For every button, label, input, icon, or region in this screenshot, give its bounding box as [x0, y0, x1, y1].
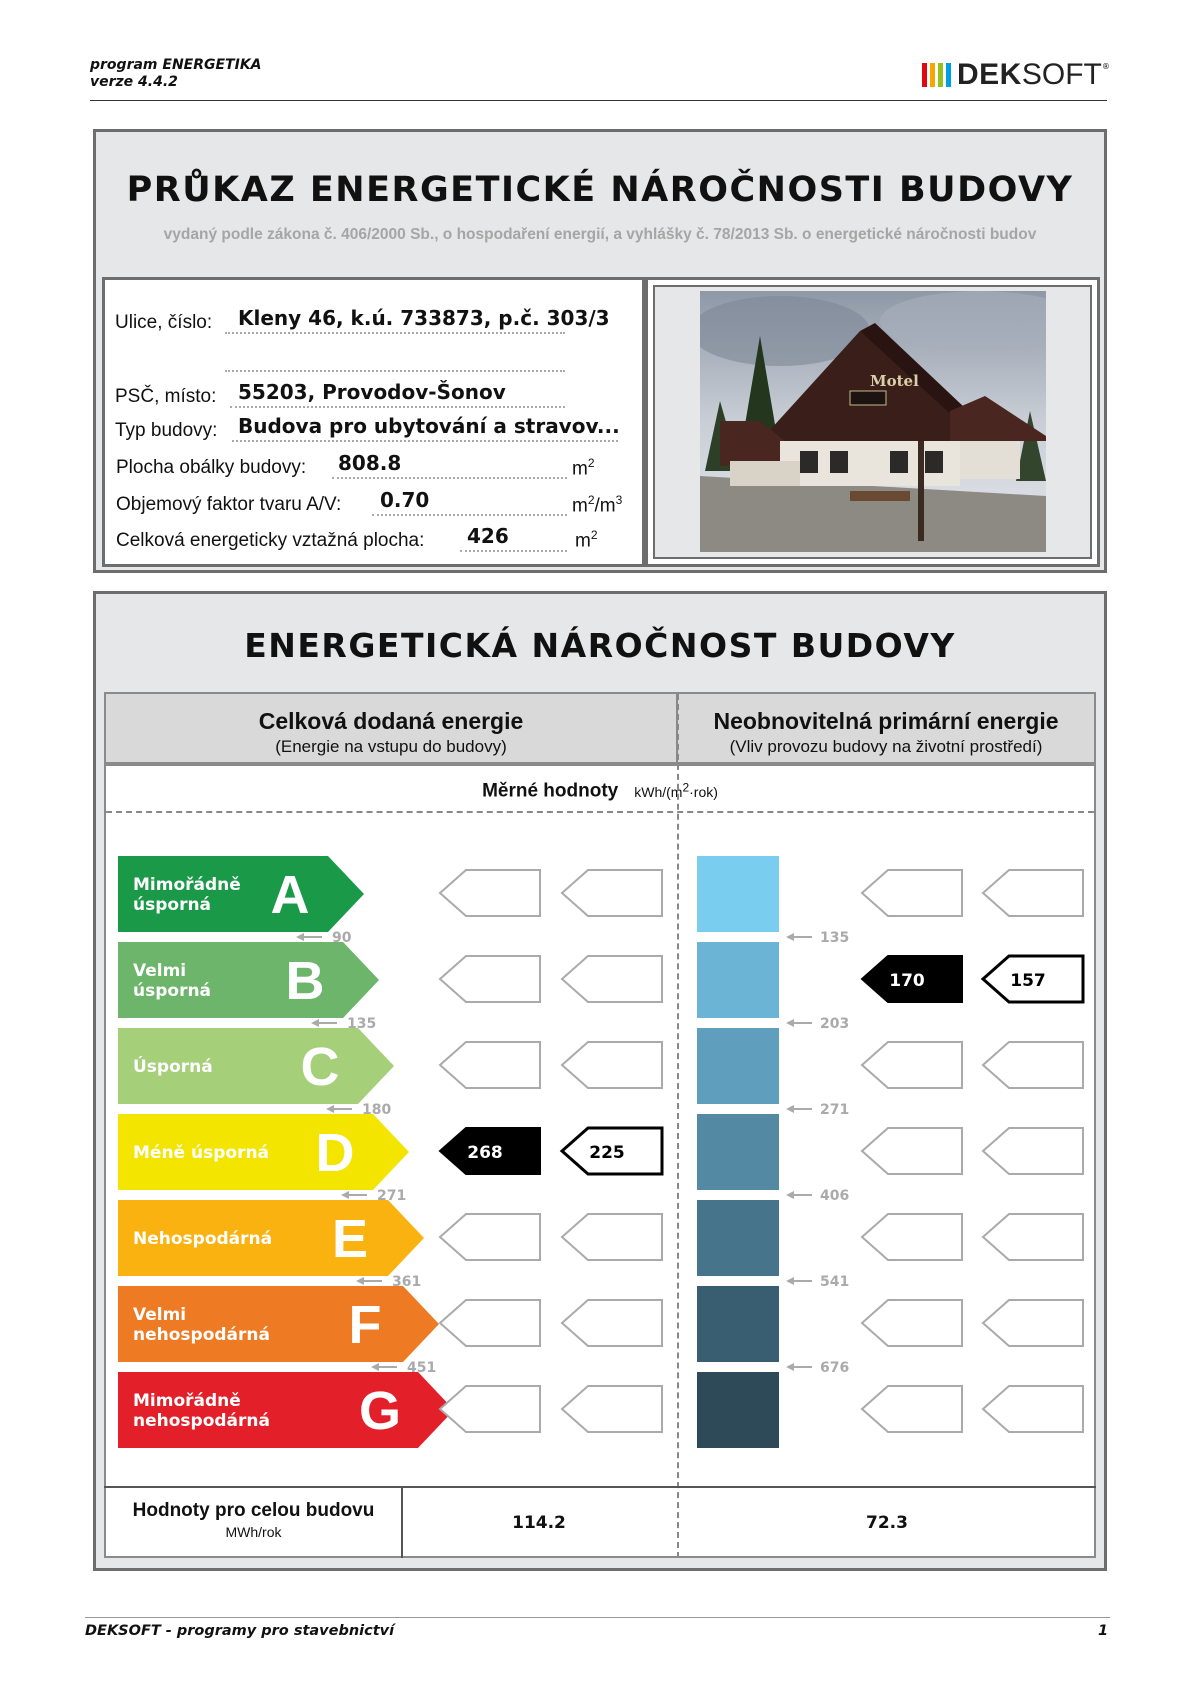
empty-slot [983, 1300, 1083, 1346]
type-value: Budova pro ubytování a stravov... [238, 414, 620, 438]
zip-label: PSČ, místo: [115, 386, 217, 407]
primary-boundary-tick-head [786, 933, 794, 941]
class-letter-c: C [300, 1037, 340, 1097]
primary-boundary-tick-head [786, 1277, 794, 1285]
page-number: 1 [1098, 1623, 1109, 1639]
specific-values-unit: kWh/$(m^2\cdot rok)$ [634, 780, 718, 800]
primary-boundary-label: 135 [820, 930, 850, 946]
primary-energy-title: Neobnovitelná primární energie [713, 708, 1059, 734]
boundary-tick-head [296, 933, 304, 941]
primary-boundary-label: 406 [820, 1188, 850, 1204]
primary-boundary-tick-head [786, 1363, 794, 1371]
primary-class-bar-e [697, 1200, 779, 1276]
boundary-label: 361 [392, 1274, 422, 1290]
primary-boundary-tick-head [786, 1105, 794, 1113]
empty-slot [862, 1214, 962, 1260]
empty-slot [562, 1300, 662, 1346]
boundary-label: 451 [407, 1360, 437, 1376]
primary-reference-value-label: 157 [1010, 971, 1046, 991]
primary-class-bar-a [697, 856, 779, 932]
specific-values-label: Měrné hodnoty [482, 780, 619, 802]
primary-building-value-label: 170 [889, 971, 925, 991]
class-label-b: úsporná [133, 981, 212, 1001]
totals-divider [104, 1486, 1096, 1488]
floor-area-label: Celková energeticky vztažná plocha: [116, 530, 425, 551]
primary-class-bar-d [697, 1114, 779, 1190]
program-version: verze 4.4.2 [90, 74, 178, 90]
certificate-title: PRŮKAZ ENERGETICKÉ NÁROČNOSTI BUDOVY [126, 170, 1074, 210]
empty-slot [440, 870, 540, 916]
primary-boundary-label: 541 [820, 1274, 850, 1290]
boundary-tick-head [341, 1191, 349, 1199]
empty-slot [562, 1214, 662, 1260]
boundary-tick-head [326, 1105, 334, 1113]
class-letter-e: E [331, 1209, 369, 1269]
shape-factor-value: 0.70 [380, 488, 430, 512]
empty-slot [440, 1386, 540, 1432]
class-letter-a: A [270, 865, 310, 925]
boundary-label: 180 [362, 1102, 392, 1118]
zip-value: 55203, Provodov-Šonov [238, 380, 506, 404]
empty-slot [862, 870, 962, 916]
class-label-g: nehospodárná [133, 1411, 270, 1431]
empty-slot [983, 1128, 1083, 1174]
empty-slot [562, 956, 662, 1002]
empty-slot [862, 1300, 962, 1346]
class-label-e: Nehospodárná [133, 1229, 273, 1249]
empty-slot [440, 1214, 540, 1260]
boundary-tick-head [311, 1019, 319, 1027]
class-label-f: nehospodárná [133, 1325, 270, 1345]
primary-boundary-label: 203 [820, 1016, 850, 1032]
envelope-value: 808.8 [338, 451, 402, 475]
class-label-g: Mimořádně [133, 1391, 241, 1411]
primary-energy-subtitle: (Vliv provozu budovy na životní prostředí) [729, 737, 1043, 756]
street-label: Ulice, číslo: [115, 312, 213, 333]
empty-slot [440, 956, 540, 1002]
primary-boundary-tick-head [786, 1019, 794, 1027]
total-delivered-energy: 114.2 [512, 1513, 566, 1533]
class-label-d: Méně úsporná [133, 1143, 270, 1163]
class-letter-b: B [285, 951, 325, 1011]
shape-factor-label: Objemový faktor tvaru A/V: [116, 494, 342, 515]
motel-sign: Motel [870, 372, 919, 390]
envelope-label: Plocha obálky budovy: [116, 457, 307, 478]
logo-text-light: SOFT [1021, 58, 1102, 91]
empty-slot [562, 1386, 662, 1432]
empty-slot [983, 1042, 1083, 1088]
primary-boundary-tick-head [786, 1191, 794, 1199]
primary-boundary-label: 676 [820, 1360, 850, 1376]
footer-text: DEKSOFT - programy pro stavebnictví [85, 1623, 395, 1639]
empty-slot [562, 870, 662, 916]
boundary-tick-head [371, 1363, 379, 1371]
primary-class-bar-f [697, 1286, 779, 1362]
empty-slot [983, 870, 1083, 916]
building-value-label: 268 [467, 1143, 503, 1163]
primary-class-bar-c [697, 1028, 779, 1104]
floor-area-unit: $m^2$ [575, 528, 598, 552]
boundary-label: 271 [377, 1188, 407, 1204]
reference-value-label: 225 [589, 1143, 625, 1163]
envelope-unit: $m^2$ [572, 456, 595, 480]
delivered-energy-title: Celková dodaná energie [258, 708, 524, 734]
totals-label [106, 1500, 401, 1540]
empty-slot [440, 1042, 540, 1088]
certificate-subtitle: vydaný podle zákona č. 406/2000 Sb., o hospodaření energií, a vyhlášky č. 78/2013 Sb. o energetické náročnosti budov [163, 226, 1037, 243]
program-name: program ENERGETIKA [90, 57, 262, 73]
boundary-label: 135 [347, 1016, 377, 1032]
primary-class-bar-g [697, 1372, 779, 1448]
class-letter-d: D [315, 1123, 355, 1183]
floor-area-value: 426 [467, 524, 509, 548]
logo-text-bold: DEK [957, 58, 1022, 91]
shape-factor-unit: $m^2/m^3$ [572, 493, 623, 517]
type-label: Typ budovy: [115, 420, 218, 441]
boundary-tick-head [356, 1277, 364, 1285]
street-value: Kleny 46, k.ú. 733873, p.č. 303/3 [238, 306, 610, 330]
registered-mark: ® [1101, 62, 1110, 71]
class-label-c: Úsporná [133, 1057, 213, 1077]
class-letter-g: G [358, 1381, 402, 1441]
empty-slot [862, 1128, 962, 1174]
empty-slot [983, 1214, 1083, 1260]
energy-title: ENERGETICKÁ NÁROČNOST BUDOVY [244, 626, 956, 665]
empty-slot [862, 1386, 962, 1432]
total-primary-energy: 72.3 [866, 1513, 908, 1533]
class-label-a: úsporná [133, 895, 212, 915]
boundary-label: 90 [332, 930, 352, 946]
primary-boundary-label: 271 [820, 1102, 850, 1118]
primary-class-bar-b [697, 942, 779, 1018]
empty-slot [862, 1042, 962, 1088]
footer-divider [85, 1617, 1110, 1618]
empty-slot [562, 1042, 662, 1088]
empty-slot [440, 1300, 540, 1346]
totals-unit: MWh/rok [225, 1524, 282, 1540]
empty-slot [983, 1386, 1083, 1432]
class-label-a: Mimořádně [133, 875, 241, 895]
class-label-f: Velmi [133, 1305, 187, 1325]
delivered-energy-subtitle: (Energie na vstupu do budovy) [275, 737, 507, 756]
class-letter-f: F [348, 1295, 382, 1355]
totals-title: Hodnoty pro celou budovu [132, 1500, 375, 1521]
class-label-b: Velmi [133, 961, 187, 981]
